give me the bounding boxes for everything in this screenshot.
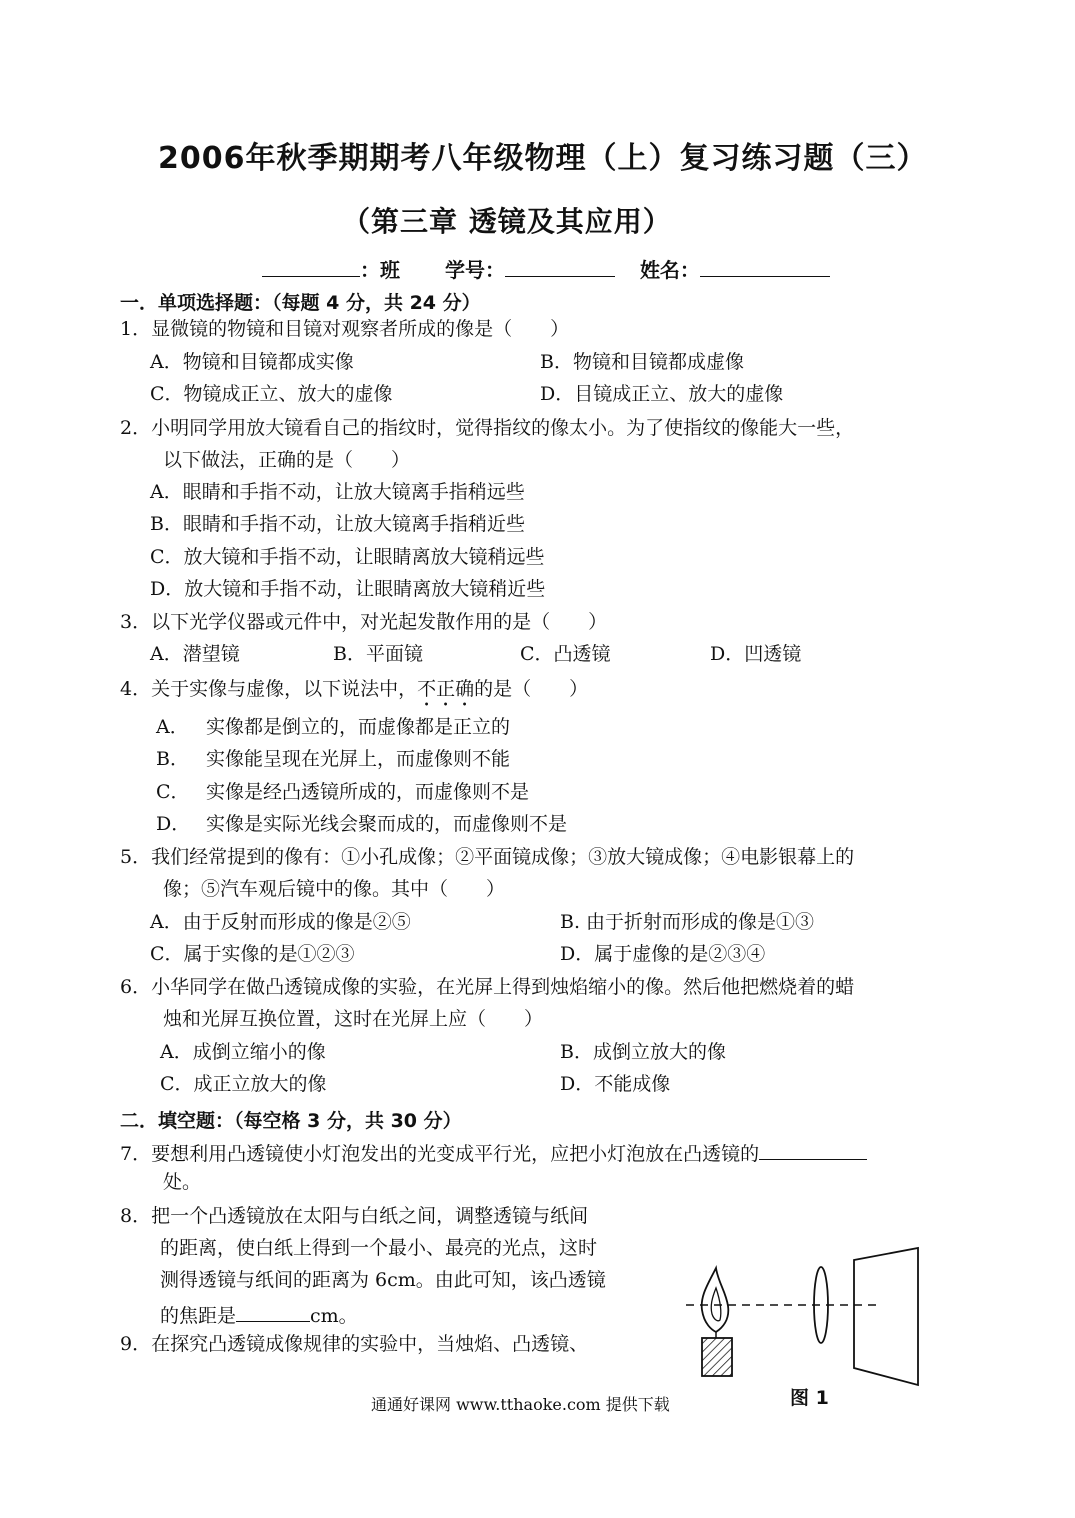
page-title: 2006年秋季期期考八年级物理（上）复习练习题（三） bbox=[158, 141, 928, 176]
q4-d-text: 实像是实际光线会聚而成的，而虚像则不是 bbox=[206, 813, 568, 835]
q5-option-b[interactable]: B. 由于折射而形成的像是①③ bbox=[560, 911, 815, 933]
q8-line4-pre: 的焦距是 bbox=[160, 1305, 237, 1327]
q4-stem-emphasis: 不正确 bbox=[417, 678, 475, 700]
candle-body bbox=[702, 1338, 732, 1376]
q4-a-letter: A． bbox=[156, 716, 189, 738]
q5-stem-line2: 像；⑤汽车观后镜中的像。其中（ ） bbox=[163, 878, 506, 900]
name-blank[interactable] bbox=[700, 258, 830, 277]
candle-flame-icon bbox=[702, 1268, 729, 1338]
q1-option-d[interactable]: D．目镜成正立、放大的虚像 bbox=[540, 383, 784, 405]
q2-option-b[interactable]: B．眼睛和手指不动，让放大镜离手指稍近些 bbox=[150, 513, 525, 535]
q6-option-a[interactable]: A．成倒立缩小的像 bbox=[160, 1041, 326, 1063]
q4-option-a[interactable] bbox=[156, 718, 510, 737]
q3-option-d[interactable]: D．凹透镜 bbox=[710, 643, 802, 665]
q4-stem-pre: 4．关于实像与虚像，以下说法中， bbox=[120, 678, 418, 700]
q1-option-c[interactable]: C．物镜成正立、放大的虚像 bbox=[150, 383, 393, 405]
q4-stem bbox=[120, 678, 588, 711]
q4-option-b[interactable] bbox=[156, 750, 510, 769]
section-2-heading: 二．填空题：（每空格 3 分，共 30 分） bbox=[120, 1110, 462, 1132]
class-label: ：班 bbox=[360, 258, 400, 282]
name-label: 姓名： bbox=[639, 258, 700, 282]
q4-option-d[interactable] bbox=[156, 815, 567, 834]
q5-option-d[interactable]: D．属于虚像的是②③④ bbox=[560, 943, 766, 965]
q2-option-c[interactable]: C．放大镜和手指不动，让眼睛离放大镜稍远些 bbox=[150, 546, 545, 568]
light-screen bbox=[854, 1248, 918, 1385]
q8-answer-blank[interactable] bbox=[236, 1303, 310, 1322]
q1-stem: 1．显微镜的物镜和目镜对观察者所成的像是（ ） bbox=[120, 318, 570, 340]
q7-stem-text: 7．要想利用凸透镜使小灯泡发出的光变成平行光，应把小灯泡放在凸透镜的 bbox=[120, 1143, 760, 1165]
q5-option-c[interactable]: C．属于实像的是①②③ bbox=[150, 943, 355, 965]
section-1-heading: 一．单项选择题：（每题 4 分，共 24 分） bbox=[120, 292, 481, 314]
q8-line2: 的距离，使白纸上得到一个最小、最亮的光点，这时 bbox=[160, 1237, 598, 1259]
student-info-line bbox=[262, 254, 830, 283]
q6-stem-line2: 烛和光屏互换位置，这时在光屏上应（ ） bbox=[163, 1008, 544, 1030]
q4-c-letter: C． bbox=[156, 781, 190, 803]
student-no-label: 学号： bbox=[444, 258, 505, 282]
footer-credit: 通通好课网 www.tthaoke.com 提供下载 bbox=[371, 1395, 670, 1414]
q2-stem-line1: 2．小明同学用放大镜看自己的指纹时，觉得指纹的像太小。为了使指纹的像能大一些， bbox=[120, 417, 855, 439]
q4-a-text: 实像都是倒立的，而虚像都是正立的 bbox=[206, 716, 511, 738]
q9-line1: 9．在探究凸透镜成像规律的实验中，当烛焰、凸透镜、 bbox=[120, 1333, 589, 1355]
class-blank[interactable] bbox=[262, 258, 360, 277]
q1-option-a[interactable]: A．物镜和目镜都成实像 bbox=[150, 351, 354, 373]
q5-stem-line1: 5．我们经常提到的像有：①小孔成像；②平面镜成像；③放大镜成像；④电影银幕上的 bbox=[120, 846, 855, 868]
q6-option-d[interactable]: D．不能成像 bbox=[560, 1073, 671, 1095]
q3-option-a[interactable]: A．潜望镜 bbox=[150, 643, 240, 665]
q7-answer-blank[interactable] bbox=[759, 1141, 867, 1160]
q8-line4-post: cm。 bbox=[310, 1305, 358, 1327]
q7-stem-line1 bbox=[120, 1141, 867, 1164]
q2-stem-line2: 以下做法，正确的是（ ） bbox=[163, 449, 411, 471]
q7-stem-line2: 处。 bbox=[163, 1171, 202, 1193]
q3-stem: 3．以下光学仪器或元件中，对光起发散作用的是（ ） bbox=[120, 611, 608, 633]
q2-option-a[interactable]: A．眼睛和手指不动，让放大镜离手指稍远些 bbox=[150, 481, 525, 503]
q4-b-text: 实像能呈现在光屏上，而虚像则不能 bbox=[206, 748, 511, 770]
page-subtitle: （第三章 透镜及其应用） bbox=[342, 205, 672, 238]
q6-option-c[interactable]: C．成正立放大的像 bbox=[160, 1073, 327, 1095]
q6-option-b[interactable]: B．成倒立放大的像 bbox=[560, 1041, 726, 1063]
q5-option-a[interactable]: A．由于反射而形成的像是②⑤ bbox=[150, 911, 411, 933]
student-no-blank[interactable] bbox=[505, 258, 615, 277]
q4-stem-post: 的是（ ） bbox=[474, 678, 589, 700]
figure-1-diagram bbox=[678, 1240, 938, 1390]
q4-d-letter: D． bbox=[156, 813, 191, 835]
q4-c-text: 实像是经凸透镜所成的，而虚像则不是 bbox=[206, 781, 530, 803]
q2-option-d[interactable]: D．放大镜和手指不动，让眼睛离放大镜稍近些 bbox=[150, 578, 546, 600]
q3-option-c[interactable]: C．凸透镜 bbox=[520, 643, 611, 665]
q4-b-letter: B． bbox=[156, 748, 189, 770]
q8-line3: 测得透镜与纸间的距离为 6cm。由此可知，该凸透镜 bbox=[160, 1269, 606, 1291]
q8-line1: 8．把一个凸透镜放在太阳与白纸之间，调整透镜与纸间 bbox=[120, 1205, 589, 1227]
q6-stem-line1: 6．小华同学在做凸透镜成像的实验，在光屏上得到烛焰缩小的像。然后他把燃烧着的蜡 bbox=[120, 976, 855, 998]
q8-line4 bbox=[160, 1303, 358, 1326]
q4-option-c[interactable] bbox=[156, 783, 529, 802]
q1-option-b[interactable]: B．物镜和目镜都成虚像 bbox=[540, 351, 744, 373]
q3-option-b[interactable]: B．平面镜 bbox=[333, 643, 423, 665]
figure-1-label: 图 1 bbox=[790, 1387, 829, 1409]
